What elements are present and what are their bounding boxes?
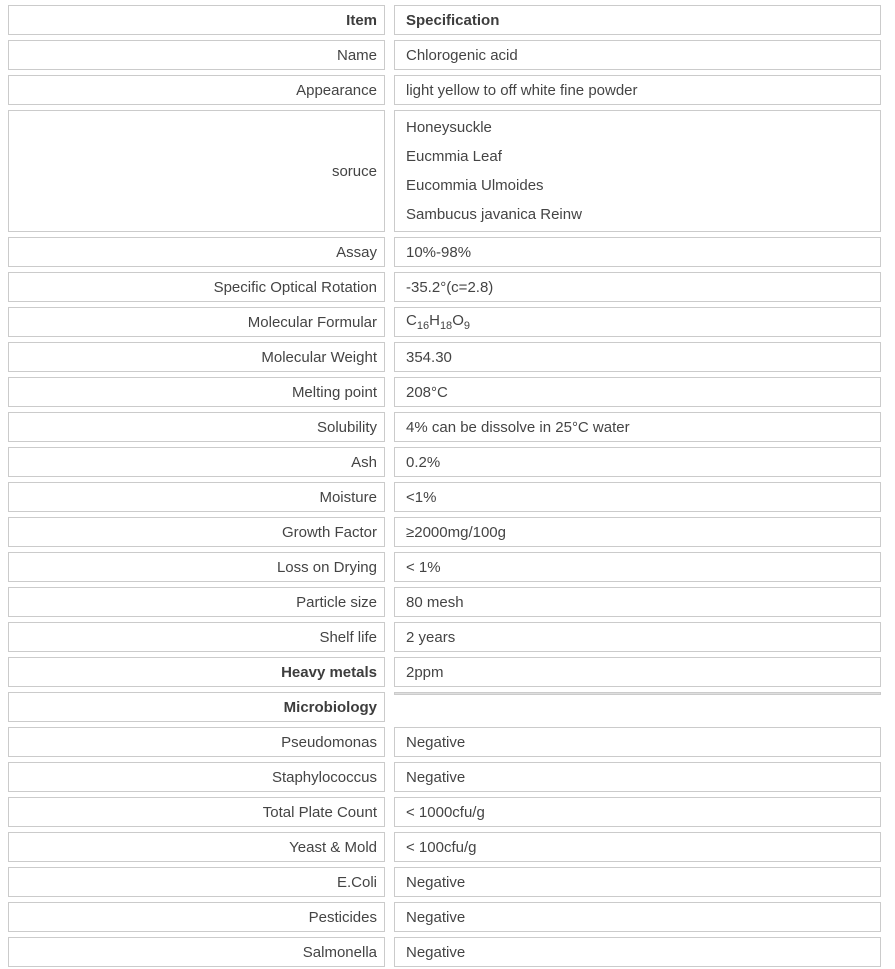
item-cell [8,867,385,897]
item-cell [8,447,385,477]
spec-cell [394,307,881,337]
spec-cell [394,75,881,105]
table-row [8,762,882,792]
spec-cell [394,832,881,862]
item-label: Molecular Weight [261,348,377,366]
spec-value: Negative [406,943,466,961]
spec-cell [394,657,881,687]
item-label: Appearance [296,81,377,99]
item-label: Pseudomonas [281,733,377,751]
table-row [8,867,882,897]
item-cell [8,552,385,582]
spec-value: < 1% [406,558,441,576]
table-row [8,727,882,757]
item-cell [8,307,385,337]
spec-cell [394,622,881,652]
header-item-label: Item [346,11,377,29]
table-row [8,937,882,967]
item-label: Loss on Drying [276,558,377,576]
item-label: Staphylococcus [271,768,377,786]
item-label: Pesticides [308,908,377,926]
spec-value: ≥2000mg/100g [406,523,506,541]
item-label: Specific Optical Rotation [213,278,377,296]
item-cell [8,622,385,652]
spec-value: < 1000cfu/g [406,803,485,821]
spec-cell [394,482,881,512]
item-label: Salmonella [302,943,377,961]
header-spec-cell [394,5,881,35]
spec-value: 2 years [406,628,456,646]
table-row [8,40,882,70]
table-row [8,797,882,827]
table-row [8,482,882,512]
spec-cell [394,797,881,827]
header-spec-label: Specification [406,11,500,29]
item-cell [8,587,385,617]
table-header-row [8,5,882,35]
item-label: soruce [331,162,377,180]
table-row [8,110,882,232]
item-cell [8,902,385,932]
spec-cell [394,867,881,897]
item-label: Assay [336,243,377,261]
item-cell [8,272,385,302]
item-label: Molecular Formular [247,313,377,331]
item-cell [8,692,385,722]
empty-spec-cell [394,692,881,695]
table-row [8,692,882,722]
table-row [8,342,882,372]
spec-cell [394,412,881,442]
item-label: Particle size [296,593,377,611]
spec-cell [394,587,881,617]
spec-value: <1% [406,488,437,506]
spec-value: light yellow to off white fine powder [406,81,638,99]
item-label: Name [336,46,377,64]
item-cell [8,657,385,687]
source-line: Eucommia Ulmoides [406,177,544,194]
spec-cell [394,902,881,932]
item-cell [8,937,385,967]
spec-cell [394,377,881,407]
item-label: Microbiology [283,698,377,716]
spec-value: 2ppm [406,663,444,681]
spec-value: 4% can be dissolve in 25°C water [406,418,630,436]
table-body [8,40,882,967]
item-cell [8,762,385,792]
item-label: Yeast & Mold [289,838,377,856]
item-label: Total Plate Count [262,803,377,821]
source-line: Eucmmia Leaf [406,148,502,165]
spec-cell [394,552,881,582]
item-cell [8,482,385,512]
item-cell [8,342,385,372]
item-cell [8,237,385,267]
source-line: Sambucus javanica Reinw [406,206,582,223]
spec-cell [394,727,881,757]
item-cell [8,377,385,407]
molecular-formula: $C_{16}H_{18}O_9$ [406,312,470,332]
spec-value: < 100cfu/g [406,838,477,856]
spec-value: 208°C [406,383,448,401]
item-label: Solubility [316,418,377,436]
spec-cell [394,40,881,70]
table-row [8,832,882,862]
spec-cell [394,342,881,372]
spec-cell [394,447,881,477]
item-label: Growth Factor [281,523,377,541]
spec-value: Negative [406,733,466,751]
spec-value: 0.2% [406,453,441,471]
item-label: Shelf life [319,628,377,646]
item-cell [8,75,385,105]
item-cell [8,412,385,442]
spec-value: -35.2°(c=2.8) [406,278,494,296]
spec-cell [394,237,881,267]
spec-value: Negative [406,908,466,926]
table-row [8,377,882,407]
spec-cell [394,110,881,232]
table-row [8,902,882,932]
spec-value: Negative [406,873,466,891]
table-row [8,272,882,302]
table-row [8,307,882,337]
spec-value: 80 mesh [406,593,464,611]
spec-cell [394,762,881,792]
item-cell [8,517,385,547]
item-cell [8,110,385,232]
table-row [8,75,882,105]
item-label: E.Coli [336,873,377,891]
header-item-cell [8,5,385,35]
table-row [8,447,882,477]
spec-value: 10%-98% [406,243,472,261]
table-row [8,657,882,687]
table-row [8,412,882,442]
item-cell [8,797,385,827]
item-label: Ash [351,453,377,471]
source-line: Honeysuckle [406,119,492,136]
table-row [8,237,882,267]
item-label: Heavy metals [281,663,377,681]
item-label: Moisture [319,488,377,506]
item-cell [8,832,385,862]
item-cell [8,727,385,757]
spec-cell [394,517,881,547]
spec-value: Negative [406,768,466,786]
spec-cell [394,272,881,302]
item-cell [8,40,385,70]
spec-value: Chlorogenic acid [406,46,518,64]
table-row [8,622,882,652]
item-label: Melting point [291,383,377,401]
spec-cell [394,937,881,967]
table-row [8,517,882,547]
table-row [8,587,882,617]
table-row [8,552,882,582]
spec-value: 354.30 [406,348,452,366]
